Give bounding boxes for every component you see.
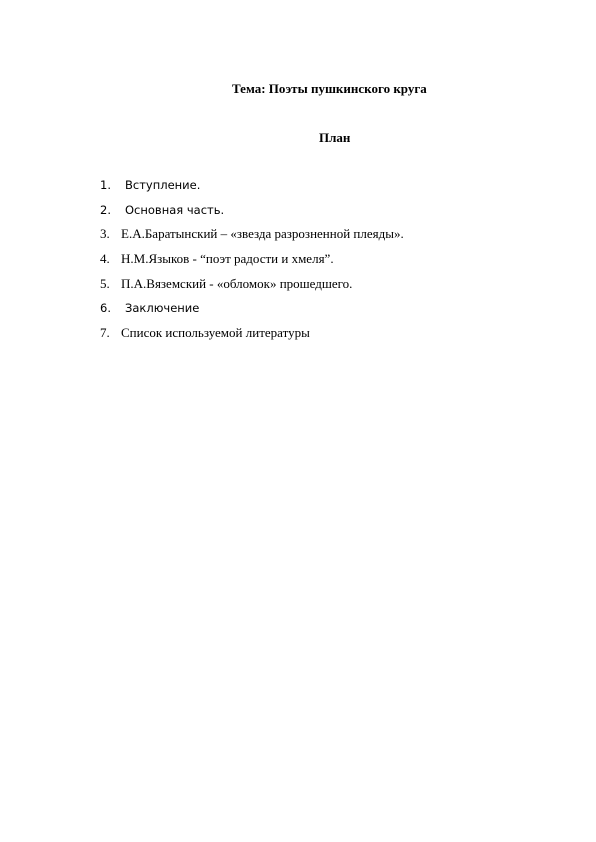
plan-item-number: 5. bbox=[100, 275, 110, 291]
plan-item-number: 2. bbox=[100, 202, 111, 217]
plan-item-text: Заключение bbox=[125, 301, 200, 316]
plan-item-text: Основная часть. bbox=[125, 202, 225, 217]
plan-item-number: 4. bbox=[100, 251, 110, 267]
plan-item-text: Вступление. bbox=[125, 178, 201, 192]
plan-item-number: 6. bbox=[100, 301, 111, 316]
plan-item-number: 3. bbox=[100, 226, 110, 242]
document-title: Тема: Поэты пушкинского круга bbox=[232, 81, 427, 96]
plan-item-text: П.А.Вяземский - «обломок» прошедшего. bbox=[121, 275, 353, 291]
plan-item-number: 1. bbox=[100, 178, 111, 192]
plan-heading: План bbox=[319, 130, 351, 145]
plan-item-number: 7. bbox=[100, 325, 110, 341]
plan-item-text: Список используемой литературы bbox=[121, 325, 310, 341]
plan-item-text: Е.А.Баратынский – «звезда разрозненной плеяды». bbox=[121, 226, 404, 242]
plan-item-text: Н.М.Языков - “поэт радости и хмеля”. bbox=[121, 251, 334, 267]
